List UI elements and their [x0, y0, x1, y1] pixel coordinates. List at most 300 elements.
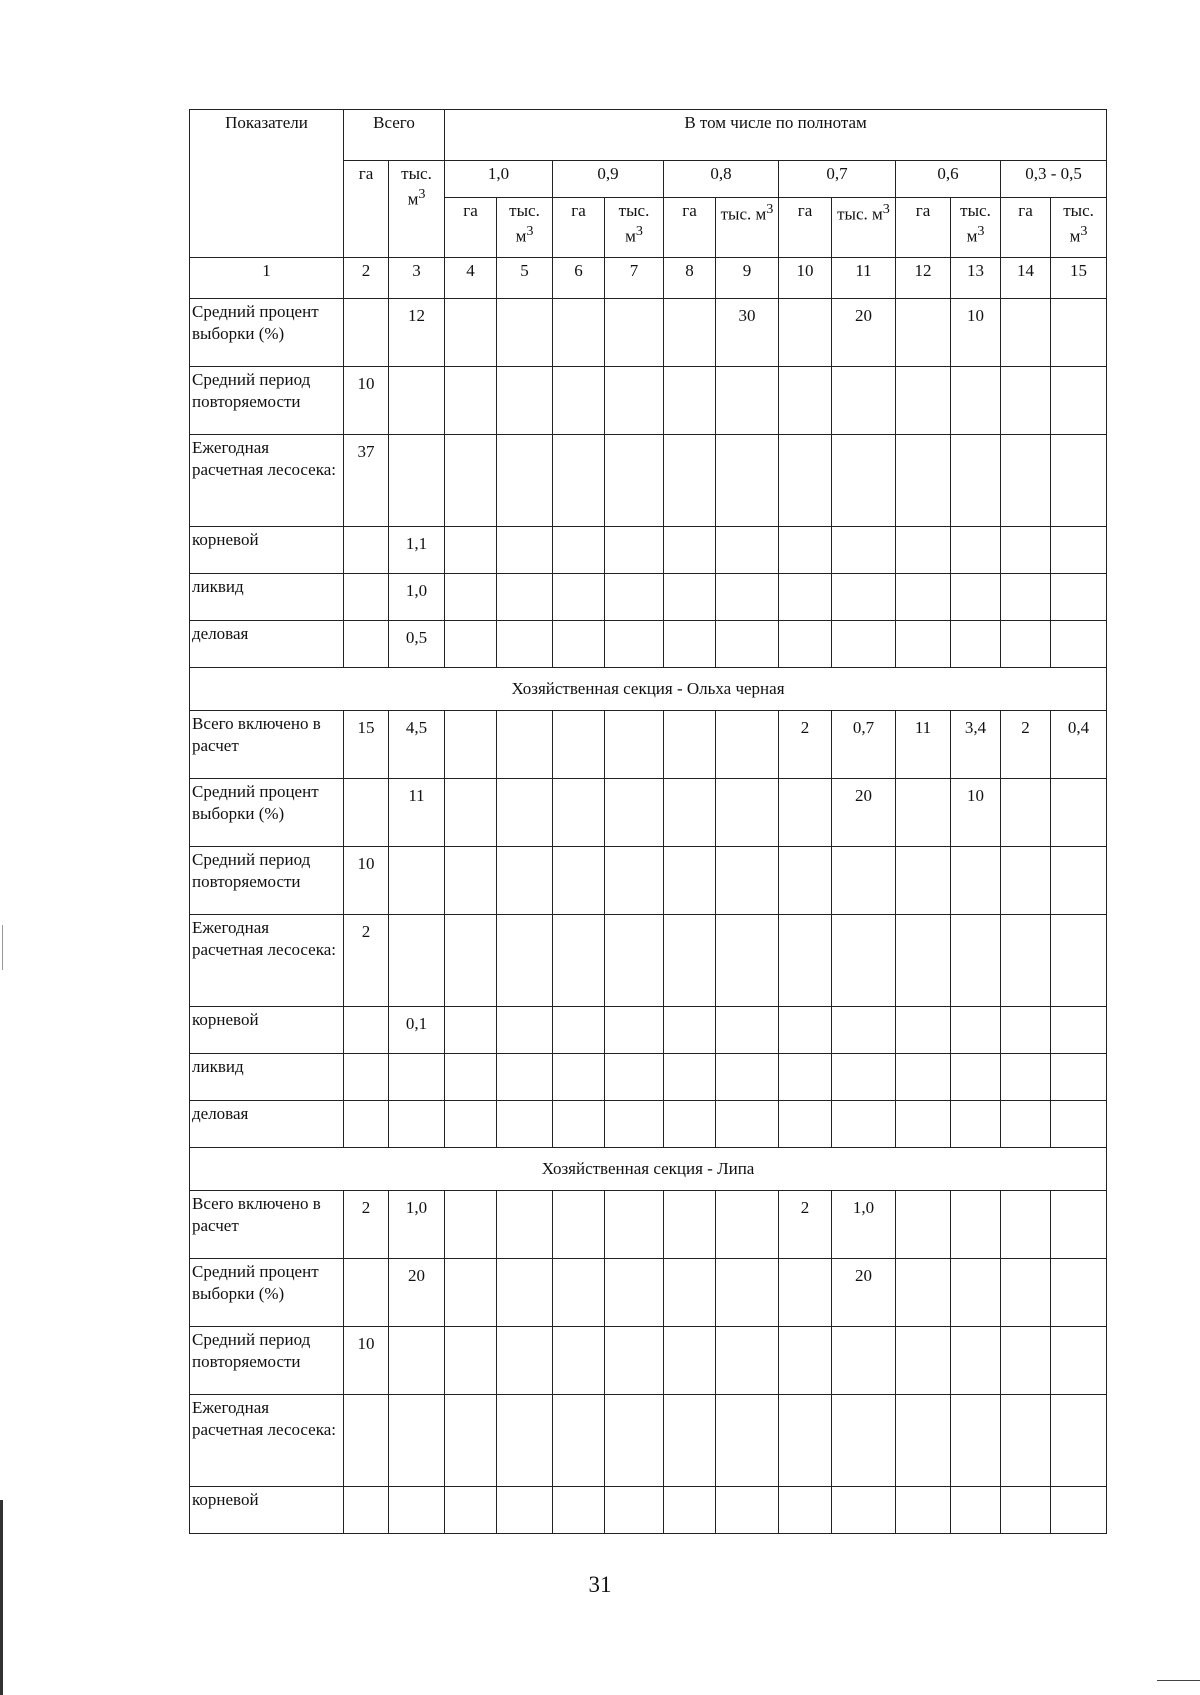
table-row — [190, 574, 1107, 621]
table-cell — [716, 915, 779, 1007]
table-cell: 3,4 — [951, 711, 1001, 779]
table-cell — [445, 574, 497, 621]
table-cell — [445, 621, 497, 668]
table-cell — [553, 574, 605, 621]
table-row — [190, 1007, 1107, 1054]
table-cell — [716, 367, 779, 435]
table-cell: 2 — [779, 711, 832, 779]
table-cell — [497, 1327, 553, 1395]
table-cell — [497, 574, 553, 621]
table-cell — [553, 1259, 605, 1327]
table-cell — [951, 1054, 1001, 1101]
table-cell — [716, 621, 779, 668]
table-cell — [344, 527, 389, 574]
table-cell — [664, 711, 716, 779]
table-cell — [605, 1327, 664, 1395]
table-cell — [344, 1054, 389, 1101]
table-cell: 2 — [344, 1191, 389, 1259]
table-cell — [605, 527, 664, 574]
table-cell: 10 — [344, 847, 389, 915]
row-label: корневой — [190, 527, 344, 574]
table-cell: 20 — [832, 299, 896, 367]
table-cell — [896, 1395, 951, 1487]
table-cell — [605, 1101, 664, 1148]
table-row — [190, 1327, 1107, 1395]
table-cell — [664, 435, 716, 527]
table-cell — [951, 1007, 1001, 1054]
table-cell — [497, 1054, 553, 1101]
table-cell — [716, 435, 779, 527]
table-cell — [553, 1101, 605, 1148]
table-cell — [1051, 1191, 1107, 1259]
table-cell — [553, 1487, 605, 1534]
table-cell — [344, 299, 389, 367]
table-cell — [832, 1054, 896, 1101]
table-cell: 20 — [389, 1259, 445, 1327]
table-cell — [716, 1007, 779, 1054]
table-cell — [779, 915, 832, 1007]
table-cell — [1051, 1327, 1107, 1395]
table-cell — [344, 1487, 389, 1534]
table-cell — [445, 1327, 497, 1395]
table-cell — [716, 1395, 779, 1487]
table-cell — [664, 299, 716, 367]
table-cell — [497, 1395, 553, 1487]
table-cell — [664, 1327, 716, 1395]
scan-border-bottom — [1157, 1680, 1200, 1681]
table-cell — [605, 1395, 664, 1487]
column-number: 13 — [951, 258, 1001, 299]
table-cell — [779, 527, 832, 574]
table-cell — [497, 1259, 553, 1327]
table-cell — [497, 1007, 553, 1054]
table-cell — [389, 1395, 445, 1487]
table-cell — [1001, 1259, 1051, 1327]
table-cell — [716, 779, 779, 847]
table-cell — [716, 1487, 779, 1534]
section-title-linden: Хозяйственная секция - Липа — [190, 1148, 1107, 1191]
table-cell — [951, 915, 1001, 1007]
table-cell — [896, 574, 951, 621]
table-row — [190, 711, 1107, 779]
table-cell — [1051, 1054, 1107, 1101]
table-cell — [344, 1101, 389, 1148]
table-cell — [497, 847, 553, 915]
table-cell — [344, 1259, 389, 1327]
forest-table — [189, 109, 1107, 1534]
column-number: 9 — [716, 258, 779, 299]
table-cell — [389, 1327, 445, 1395]
row-label: Средний процент выборки (%) — [190, 299, 344, 367]
table-cell: 1,1 — [389, 527, 445, 574]
table-cell — [779, 1487, 832, 1534]
table-cell — [1051, 527, 1107, 574]
table-cell — [896, 915, 951, 1007]
table-cell — [497, 367, 553, 435]
table-cell — [896, 367, 951, 435]
table-cell — [951, 1487, 1001, 1534]
table-cell — [605, 435, 664, 527]
table-cell — [1001, 1395, 1051, 1487]
table-cell — [664, 574, 716, 621]
table-cell — [1001, 299, 1051, 367]
table-cell: 20 — [832, 779, 896, 847]
table-cell — [896, 1487, 951, 1534]
table-cell — [553, 299, 605, 367]
table-cell — [445, 1054, 497, 1101]
table-cell — [832, 847, 896, 915]
table-cell — [605, 1007, 664, 1054]
table-cell: 4,5 — [389, 711, 445, 779]
table-cell: 10 — [344, 367, 389, 435]
table-cell — [664, 1054, 716, 1101]
table-cell — [1001, 621, 1051, 668]
column-number: 15 — [1051, 258, 1107, 299]
unit-volume-cell — [832, 198, 896, 258]
table-cell — [553, 847, 605, 915]
table-cell — [605, 1191, 664, 1259]
column-number: 5 — [497, 258, 553, 299]
table-cell — [832, 915, 896, 1007]
table-cell — [389, 1487, 445, 1534]
table-cell — [832, 574, 896, 621]
table-cell — [553, 1054, 605, 1101]
unit-ga-cell: га — [896, 198, 951, 258]
page-number: 31 — [588, 1572, 612, 1597]
unit-superscript: 3 — [1080, 223, 1088, 240]
table-cell — [1051, 1487, 1107, 1534]
table-cell — [779, 1054, 832, 1101]
table-cell — [445, 1259, 497, 1327]
table-cell — [896, 1054, 951, 1101]
table-cell: 2 — [1001, 711, 1051, 779]
table-cell — [445, 779, 497, 847]
row-label: деловая — [190, 621, 344, 668]
header-indicators: Показатели — [190, 110, 344, 258]
table-cell — [779, 621, 832, 668]
table-cell — [445, 1487, 497, 1534]
table-row — [190, 1259, 1107, 1327]
header-by-density: В том числе по полнотам — [445, 110, 1107, 161]
table-cell — [1001, 1327, 1051, 1395]
table-cell — [664, 1191, 716, 1259]
table-cell — [1051, 1259, 1107, 1327]
table-row — [190, 1101, 1107, 1148]
table-cell — [951, 574, 1001, 621]
table-cell — [553, 1327, 605, 1395]
table-cell — [445, 1395, 497, 1487]
row-label: Ежегодная расчетная лесосека: — [190, 435, 344, 527]
table-cell — [664, 779, 716, 847]
table-cell — [1051, 779, 1107, 847]
header-total: Всего — [344, 110, 445, 161]
row-label: корневой — [190, 1007, 344, 1054]
table-cell — [497, 527, 553, 574]
table-cell — [389, 435, 445, 527]
table-cell — [344, 779, 389, 847]
table-cell — [664, 1259, 716, 1327]
table-cell — [779, 367, 832, 435]
table-cell — [832, 1007, 896, 1054]
unit-ga-cell: га — [779, 198, 832, 258]
table-cell — [896, 435, 951, 527]
column-number: 6 — [553, 258, 605, 299]
table-cell — [896, 1327, 951, 1395]
row-label: Всего включено в расчет — [190, 711, 344, 779]
table-cell — [605, 915, 664, 1007]
table-cell — [1051, 367, 1107, 435]
table-cell — [497, 1191, 553, 1259]
row-label: Средний процент выборки (%) — [190, 1259, 344, 1327]
column-number: 14 — [1001, 258, 1051, 299]
table-cell — [664, 1487, 716, 1534]
column-number: 12 — [896, 258, 951, 299]
table-row — [190, 1395, 1107, 1487]
table-cell — [951, 1327, 1001, 1395]
table-cell — [832, 1487, 896, 1534]
unit-ga-cell: га — [664, 198, 716, 258]
table-cell — [951, 1395, 1001, 1487]
table-cell: 1,0 — [389, 1191, 445, 1259]
table-cell — [832, 1327, 896, 1395]
table-cell — [779, 1007, 832, 1054]
unit-volume: тыс. м — [720, 204, 767, 224]
row-label: Средний период повторяемости — [190, 847, 344, 915]
row-label: Ежегодная расчетная лесосека: — [190, 1395, 344, 1487]
table-cell — [553, 915, 605, 1007]
table-cell: 10 — [344, 1327, 389, 1395]
table-cell — [1001, 915, 1051, 1007]
table-row — [190, 1191, 1107, 1259]
table-cell — [896, 847, 951, 915]
table-cell — [716, 1259, 779, 1327]
header-density: 0,9 — [553, 161, 664, 198]
section-linden — [190, 1148, 1107, 1191]
table-cell — [553, 1395, 605, 1487]
unit-volume: тыс. м — [618, 201, 650, 246]
unit-superscript: 3 — [635, 223, 643, 240]
table-cell — [445, 711, 497, 779]
table-cell — [896, 779, 951, 847]
table-row — [190, 435, 1107, 527]
table-cell — [951, 1191, 1001, 1259]
table-cell — [1001, 527, 1051, 574]
unit-volume-cell — [1051, 198, 1107, 258]
column-number: 8 — [664, 258, 716, 299]
table-cell — [779, 779, 832, 847]
table-cell — [1051, 1395, 1107, 1487]
table-cell — [896, 527, 951, 574]
table-cell — [1001, 847, 1051, 915]
table-cell — [605, 1487, 664, 1534]
table-cell — [389, 915, 445, 1007]
table-cell — [389, 1101, 445, 1148]
table-cell — [553, 779, 605, 847]
table-row — [190, 367, 1107, 435]
table-cell: 10 — [951, 779, 1001, 847]
table-cell — [1051, 621, 1107, 668]
row-label: деловая — [190, 1101, 344, 1148]
block-linden — [190, 1191, 1107, 1534]
table-cell — [716, 711, 779, 779]
header-density: 0,3 - 0,5 — [1001, 161, 1107, 198]
table-cell — [779, 1327, 832, 1395]
table-cell — [553, 367, 605, 435]
table-cell — [716, 527, 779, 574]
header-unit-volume — [389, 161, 445, 258]
table-cell — [497, 435, 553, 527]
table-cell — [605, 621, 664, 668]
table-cell — [497, 779, 553, 847]
table-cell — [445, 1191, 497, 1259]
table-row — [190, 847, 1107, 915]
table-cell — [779, 574, 832, 621]
table-cell — [497, 1101, 553, 1148]
table-cell — [445, 435, 497, 527]
column-number: 4 — [445, 258, 497, 299]
table-cell — [389, 1054, 445, 1101]
table-row — [190, 527, 1107, 574]
table-cell — [344, 1395, 389, 1487]
table-cell — [896, 299, 951, 367]
table-cell — [553, 435, 605, 527]
column-number: 11 — [832, 258, 896, 299]
table-cell — [497, 1487, 553, 1534]
table-cell: 11 — [896, 711, 951, 779]
table-cell — [716, 1054, 779, 1101]
table-cell — [664, 621, 716, 668]
row-label: Всего включено в расчет — [190, 1191, 344, 1259]
unit-superscript: 3 — [766, 201, 774, 217]
table-cell — [553, 1007, 605, 1054]
table-cell — [832, 1395, 896, 1487]
block-first — [190, 299, 1107, 668]
table-cell — [1001, 1007, 1051, 1054]
table-cell: 1,0 — [389, 574, 445, 621]
table-cell — [664, 1101, 716, 1148]
table-cell — [779, 1101, 832, 1148]
table-cell — [497, 915, 553, 1007]
unit-volume-cell — [716, 198, 779, 258]
table-cell — [445, 299, 497, 367]
table-cell — [1001, 367, 1051, 435]
header-density: 0,6 — [896, 161, 1001, 198]
table-cell — [832, 1101, 896, 1148]
table-cell — [605, 1259, 664, 1327]
table-row — [190, 299, 1107, 367]
table-cell — [664, 1395, 716, 1487]
table-cell — [1051, 299, 1107, 367]
table-cell — [553, 1191, 605, 1259]
table-cell — [1051, 915, 1107, 1007]
section-title-alder: Хозяйственная секция - Ольха черная — [190, 668, 1107, 711]
unit-volume: тыс. м — [1063, 201, 1094, 246]
table-cell — [497, 621, 553, 668]
table-cell — [896, 1101, 951, 1148]
unit-volume: тыс. м — [960, 201, 991, 246]
table-cell — [951, 847, 1001, 915]
table-cell — [832, 367, 896, 435]
table-cell: 0,4 — [1051, 711, 1107, 779]
table-row — [190, 1054, 1107, 1101]
row-label: ликвид — [190, 1054, 344, 1101]
table-cell — [344, 574, 389, 621]
table-cell — [664, 847, 716, 915]
table-cell: 11 — [389, 779, 445, 847]
table-cell — [896, 1259, 951, 1327]
table-cell — [605, 574, 664, 621]
table-cell: 0,7 — [832, 711, 896, 779]
unit-volume: тыс. м — [401, 164, 432, 209]
table-cell — [896, 621, 951, 668]
table-cell — [605, 299, 664, 367]
table-cell — [553, 711, 605, 779]
unit-superscript: 3 — [418, 186, 426, 203]
unit-volume: тыс. м — [837, 204, 883, 224]
table-cell — [716, 1191, 779, 1259]
block-alder — [190, 711, 1107, 1148]
scan-artifact — [2, 925, 3, 970]
table-cell — [896, 1007, 951, 1054]
table-cell — [779, 299, 832, 367]
table-cell — [605, 847, 664, 915]
table-cell: 37 — [344, 435, 389, 527]
unit-superscript: 3 — [977, 223, 985, 240]
table-cell — [1051, 574, 1107, 621]
table-row — [190, 779, 1107, 847]
table-cell — [445, 367, 497, 435]
table-cell — [497, 299, 553, 367]
table-cell: 30 — [716, 299, 779, 367]
table-cell — [664, 527, 716, 574]
unit-ga-cell: га — [553, 198, 605, 258]
row-label: корневой — [190, 1487, 344, 1534]
row-label: Средний период повторяемости — [190, 1327, 344, 1395]
header-density: 0,8 — [664, 161, 779, 198]
table-row — [190, 621, 1107, 668]
table-cell: 0,1 — [389, 1007, 445, 1054]
column-number: 1 — [190, 258, 344, 299]
table-cell: 1,0 — [832, 1191, 896, 1259]
unit-ga: га — [358, 164, 374, 183]
unit-volume-cell — [951, 198, 1001, 258]
row-label: Средний период повторяемости — [190, 367, 344, 435]
table-cell — [951, 367, 1001, 435]
column-number: 2 — [344, 258, 389, 299]
table-cell — [389, 367, 445, 435]
table-cell: 15 — [344, 711, 389, 779]
table-cell — [605, 1054, 664, 1101]
table-cell — [896, 1191, 951, 1259]
table-cell — [779, 1395, 832, 1487]
table-cell — [497, 711, 553, 779]
table-cell — [779, 847, 832, 915]
table-row — [190, 1487, 1107, 1534]
unit-volume-cell — [497, 198, 553, 258]
unit-volume: тыс. м — [509, 201, 540, 246]
table-cell — [951, 621, 1001, 668]
table-cell — [832, 527, 896, 574]
table-cell: 2 — [344, 915, 389, 1007]
table-cell — [716, 1101, 779, 1148]
table-cell — [1051, 435, 1107, 527]
unit-ga-cell: га — [445, 198, 497, 258]
table-cell: 12 — [389, 299, 445, 367]
table-cell — [1051, 847, 1107, 915]
table-cell — [716, 574, 779, 621]
table-cell — [445, 1007, 497, 1054]
column-number: 7 — [605, 258, 664, 299]
